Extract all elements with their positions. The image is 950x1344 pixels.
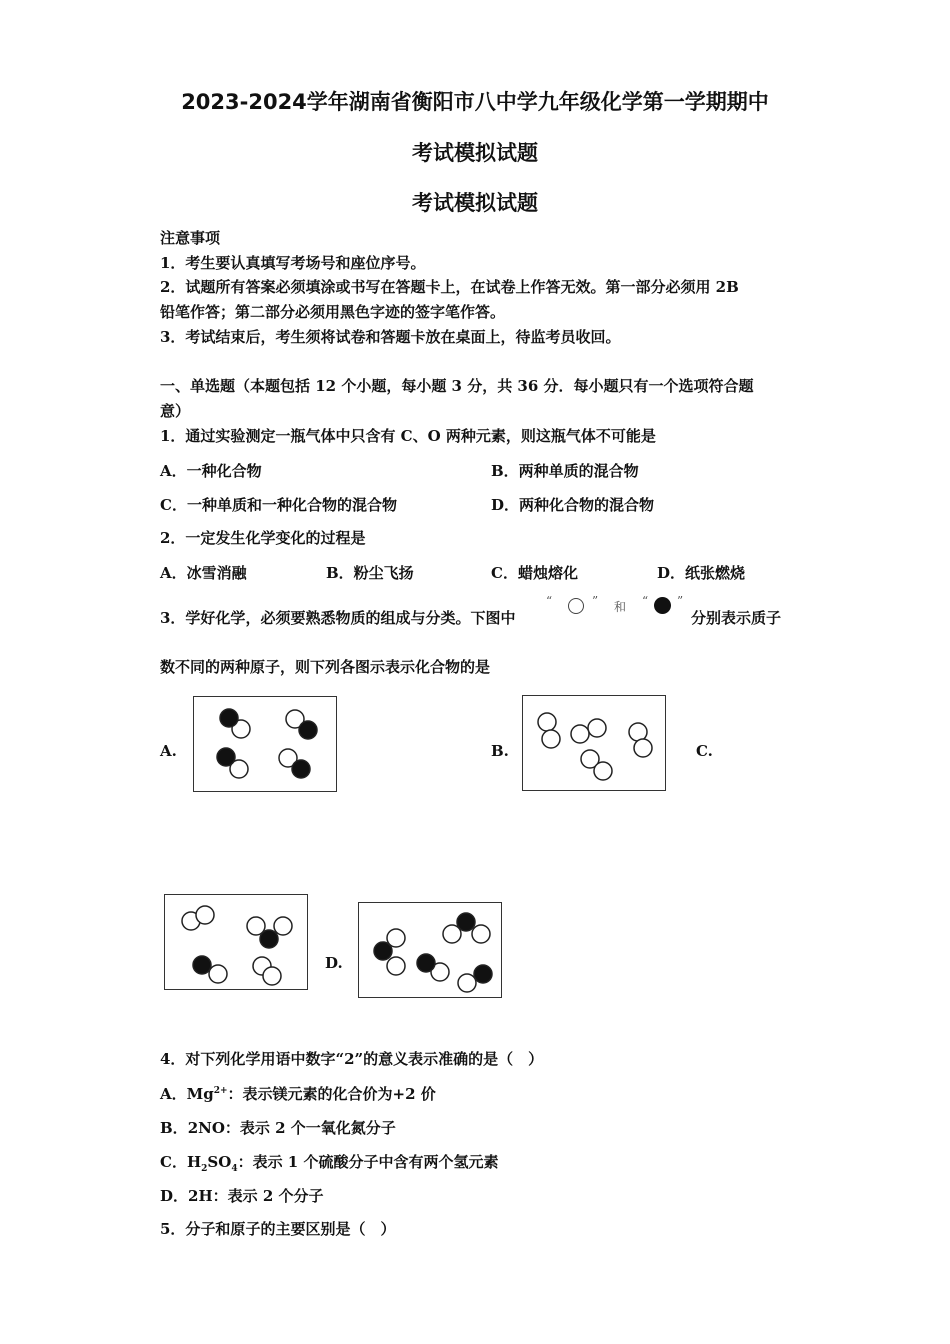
option-b-text: ：表示 2 个一氧化氮分子 <box>224 1119 396 1137</box>
question-1-option-a[interactable]: A．一种化合物 <box>160 462 262 480</box>
formula-so: SO <box>207 1153 232 1171</box>
option-b-label: B． <box>160 1119 188 1137</box>
notice-item-3: 3．考试结束后，考生须将试卷和答题卡放在桌面上，待监考员收回。 <box>160 328 621 346</box>
exam-title-line3: 考试模拟试题 <box>412 191 538 215</box>
option-a-label: A． <box>160 1085 187 1103</box>
formula-mg: Mg <box>186 1085 214 1103</box>
section-heading: 一、单选题（本题包括 12 个小题，每小题 3 分，共 36 分．每小题只有一个选项符合题 <box>160 377 754 395</box>
legend-open-quote: “ <box>546 594 553 608</box>
question-2-option-a[interactable]: A．冰雪消融 <box>160 564 247 582</box>
question-3-stem-cont: 分别表示质子 <box>691 609 782 627</box>
notice-item-2-cont: 铅笔作答；第二部分必须用黑色字迹的签字笔作答。 <box>160 303 506 321</box>
question-3-option-b-diagram[interactable] <box>522 695 666 791</box>
question-3-option-c-diagram[interactable] <box>164 894 308 990</box>
question-1-option-d[interactable]: D．两种化合物的混合物 <box>491 496 655 514</box>
legend-and-text: 和 <box>614 600 627 614</box>
question-4-option-c[interactable] <box>160 1151 498 1174</box>
question-3-stem: 3．学好化学，必须要熟悉物质的组成与分类。下图中 <box>160 609 516 627</box>
question-3-stem-line2: 数不同的两种原子，则下列各图示表示化合物的是 <box>160 658 491 676</box>
option-a-text: ：表示镁元素的化合价为+2 价 <box>227 1085 436 1103</box>
question-3-option-b-label[interactable]: B. <box>491 742 509 760</box>
formula-mg-charge: 2+ <box>213 1086 228 1096</box>
question-3-option-c-label[interactable]: C. <box>696 742 713 760</box>
option-c-text: ：表示 1 个硫酸分子中含有两个氢元素 <box>237 1153 499 1171</box>
question-3-option-a-diagram[interactable] <box>193 696 337 792</box>
option-d-label: D． <box>160 1187 189 1205</box>
legend-open-quote-2: “ <box>642 594 649 608</box>
molecule-diagram-c <box>165 895 307 989</box>
question-3-option-d-diagram[interactable] <box>358 902 502 998</box>
exam-title-line1: 2023-2024学年湖南省衡阳市八中学九年级化学第一学期期中 <box>181 90 769 114</box>
option-d-text: ：表示 2 个分子 <box>212 1187 324 1205</box>
legend-close-quote-2: ” <box>677 594 684 608</box>
white-atom-icon <box>568 598 584 614</box>
question-2-option-b[interactable]: B．粉尘飞扬 <box>326 564 414 582</box>
atom-legend <box>546 594 690 620</box>
option-c-label: C． <box>160 1153 187 1171</box>
formula-h-sub: 2 <box>201 1164 208 1174</box>
question-2-stem: 2．一定发生化学变化的过程是 <box>160 529 366 547</box>
question-4-option-a[interactable] <box>160 1083 436 1104</box>
question-1-option-b[interactable]: B．两种单质的混合物 <box>491 462 639 480</box>
formula-2no: 2NO <box>187 1119 225 1137</box>
black-atom-icon <box>654 597 671 614</box>
formula-2h: 2H <box>188 1187 213 1205</box>
question-3-option-a-label[interactable]: A. <box>160 742 177 760</box>
question-1-stem: 1．通过实验测定一瓶气体中只含有 C、O 两种元素，则这瓶气体不可能是 <box>160 427 656 445</box>
notice-item-2: 2．试题所有答案必须填涂或书写在答题卡上，在试卷上作答无效。第一部分必须用 2B <box>160 278 739 296</box>
question-2-option-d[interactable]: D．纸张燃烧 <box>657 564 746 582</box>
section-heading-cont: 意） <box>160 402 191 420</box>
molecule-diagram-a <box>194 697 336 791</box>
question-3-option-d-label[interactable]: D. <box>325 954 343 972</box>
legend-close-quote: ” <box>592 594 599 608</box>
question-1-option-c[interactable]: C．一种单质和一种化合物的混合物 <box>160 496 397 514</box>
exam-title-line2: 考试模拟试题 <box>412 141 538 165</box>
formula-o-sub: 4 <box>231 1164 238 1174</box>
molecule-diagram-d <box>359 903 501 997</box>
notice-heading: 注意事项 <box>160 229 221 247</box>
formula-h: H <box>186 1153 202 1171</box>
question-4-stem: 4．对下列化学用语中数字“2”的意义表示准确的是（ ） <box>160 1050 544 1068</box>
question-5-stem: 5．分子和原子的主要区别是（ ） <box>160 1220 396 1238</box>
question-4-option-b[interactable] <box>160 1117 396 1138</box>
question-4-option-d[interactable] <box>160 1185 324 1206</box>
question-2-option-c[interactable]: C．蜡烛熔化 <box>491 564 578 582</box>
notice-item-1: 1．考生要认真填写考场号和座位序号。 <box>160 254 426 272</box>
molecule-diagram-b <box>523 696 665 790</box>
